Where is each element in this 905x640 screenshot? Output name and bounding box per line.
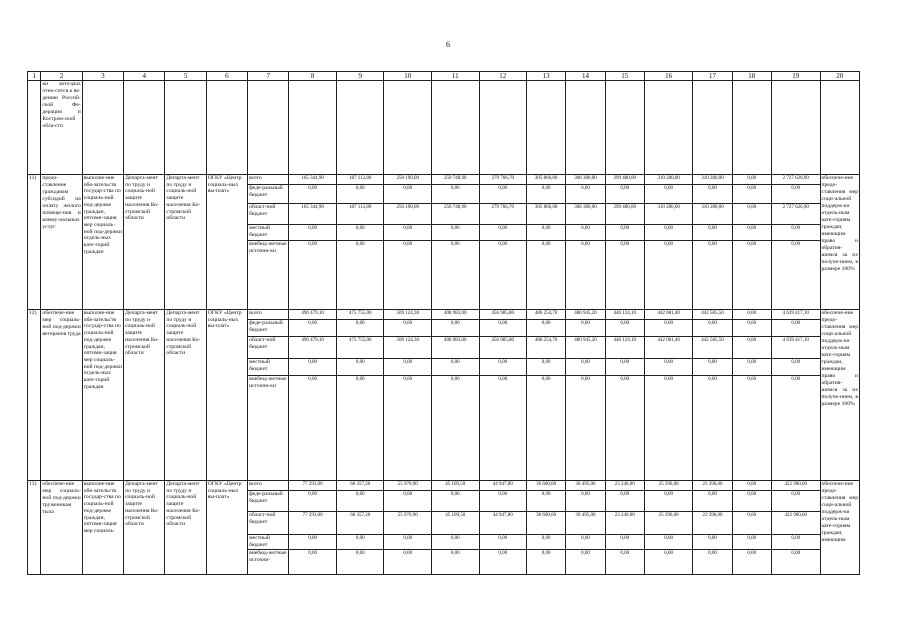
- amount-cell: 0,00: [605, 491, 644, 512]
- amount-cell: 422 900,60: [771, 512, 820, 535]
- amount-cell: 30 495,00: [566, 512, 605, 535]
- cont-cell-17: [693, 81, 732, 175]
- amount-cell: 187 112,80: [336, 175, 384, 185]
- amount-cell: 310 280,00: [693, 204, 732, 225]
- amount-cell: 0,00: [771, 185, 820, 204]
- header-cell: 20: [820, 72, 860, 81]
- amount-cell: 0,00: [431, 320, 479, 337]
- row-number: 12): [28, 310, 41, 481]
- header-cell: 3: [82, 72, 123, 81]
- amount-cell: 0,00: [771, 241, 820, 310]
- amount-cell: 0,00: [431, 491, 479, 512]
- amount-cell: 0,00: [289, 376, 337, 481]
- amount-cell: 446 124,10: [605, 310, 644, 320]
- expected-result: обеспече-ние предо-ставления мер соци-альной поддерж-ки отдель-ным кате-гориям граждан, имеющим: [820, 481, 860, 575]
- amount-cell: 308 380,00: [566, 175, 605, 185]
- amount-cell: 0,00: [384, 550, 432, 575]
- amount-cell: 310 280,00: [644, 204, 693, 225]
- amount-cell: 0,00: [644, 185, 693, 204]
- amount-cell: 30 495,00: [566, 481, 605, 491]
- amount-cell: 0,00: [732, 491, 771, 512]
- amount-cell: 0,00: [732, 204, 771, 225]
- funding-source-label: местный бюджет: [248, 225, 289, 241]
- header-cell: 8: [289, 72, 337, 81]
- amount-cell: 0,00: [693, 241, 732, 310]
- amount-cell: 0,00: [732, 320, 771, 337]
- amount-cell: 0,00: [384, 535, 432, 550]
- amount-cell: 23 396,00: [693, 481, 732, 491]
- amount-cell: 0,00: [527, 535, 566, 550]
- executor: Департа-мент по труду и социаль-ной защите населения Ко-стромской области: [165, 175, 206, 310]
- amount-cell: 0,00: [479, 241, 527, 310]
- funding-source-label: всего: [248, 310, 289, 320]
- amount-cell: 23 246,00: [605, 481, 644, 491]
- amount-cell: 0,00: [527, 550, 566, 575]
- cont-cell-8: [289, 81, 337, 175]
- measure-method: выполне-ние обя-зательств государ-ства по социаль-ной под-держке граждан, оптими-зация мер социаль-ной под-держки отдель-ных кате-горий граждан: [82, 310, 123, 481]
- amount-cell: 250 190,00: [384, 175, 432, 185]
- amount-cell: 0,00: [693, 550, 732, 575]
- amount-cell: 0,00: [693, 185, 732, 204]
- amount-cell: 0,00: [384, 225, 432, 241]
- amount-cell: 0,00: [479, 359, 527, 376]
- funding-source-label: област-ной бюджет: [248, 337, 289, 359]
- amount-cell: 480 945,20: [566, 337, 605, 359]
- amount-cell: 0,00: [732, 481, 771, 491]
- amount-cell: 4 639 417,10: [771, 310, 820, 320]
- amount-cell: 509 124,30: [384, 310, 432, 320]
- row-number: 13): [28, 481, 41, 575]
- amount-cell: 442 081,40: [644, 337, 693, 359]
- amount-cell: 456 985,80: [479, 337, 527, 359]
- amount-cell: 36 600,00: [527, 512, 566, 535]
- amount-cell: 0,00: [566, 376, 605, 481]
- measure-method: выполне-ние обя-зательств государ-ства по социаль-ной под-держке граждан, оптими-зация мер социаль-ной под-держки отдель-ных кате-горий граждан: [82, 175, 123, 310]
- amount-cell: 0,00: [431, 535, 479, 550]
- amount-cell: 165 344,90: [289, 204, 337, 225]
- amount-cell: 0,00: [384, 359, 432, 376]
- amount-cell: 0,00: [732, 550, 771, 575]
- amount-cell: 165 344,90: [289, 175, 337, 185]
- header-cell: 18: [732, 72, 771, 81]
- amount-cell: 0,00: [336, 359, 384, 376]
- page-number: 6: [446, 40, 450, 49]
- amount-cell: 0,00: [384, 320, 432, 337]
- amount-cell: 0,00: [289, 241, 337, 310]
- cont-cell-11: [431, 81, 479, 175]
- amount-cell: 490 479,10: [289, 310, 337, 320]
- amount-cell: 475 755,00: [336, 310, 384, 320]
- amount-cell: 0,00: [732, 185, 771, 204]
- funding-source-label: внебюд-жетные источни-ки: [248, 376, 289, 481]
- funding-source-label: местный бюджет: [248, 359, 289, 376]
- amount-cell: 0,00: [566, 225, 605, 241]
- measure-name: обеспече-ние мер социаль-ной под-держки труженикам тыла: [41, 481, 82, 575]
- amount-cell: 486 254,70: [527, 337, 566, 359]
- amount-cell: 0,00: [644, 359, 693, 376]
- amount-cell: 0,00: [336, 491, 384, 512]
- amount-cell: 0,00: [566, 535, 605, 550]
- amount-cell: 0,00: [732, 535, 771, 550]
- amount-cell: 490 479,10: [289, 337, 337, 359]
- amount-cell: 299 480,00: [605, 204, 644, 225]
- amount-cell: 0,00: [479, 550, 527, 575]
- amount-cell: 408 983,00: [431, 337, 479, 359]
- amount-cell: 0,00: [605, 376, 644, 481]
- cont-cell-15: [605, 81, 644, 175]
- header-cell: 9: [336, 72, 384, 81]
- cont-cell-14: [566, 81, 605, 175]
- amount-cell: 23 246,00: [605, 512, 644, 535]
- amount-cell: 250 190,00: [384, 204, 432, 225]
- amount-cell: 0,00: [644, 241, 693, 310]
- amount-cell: 0,00: [527, 376, 566, 481]
- amount-cell: 0,00: [771, 320, 820, 337]
- amount-cell: 0,00: [693, 320, 732, 337]
- amount-cell: 0,00: [732, 310, 771, 320]
- amount-cell: 0,00: [732, 376, 771, 481]
- amount-cell: 0,00: [336, 550, 384, 575]
- amount-cell: 0,00: [431, 376, 479, 481]
- funding-source-label: местный бюджет: [248, 535, 289, 550]
- amount-cell: 0,00: [566, 359, 605, 376]
- amount-cell: 442 585,50: [693, 310, 732, 320]
- amount-cell: 308 380,00: [566, 204, 605, 225]
- amount-cell: 0,00: [479, 491, 527, 512]
- responsible-department: Департа-мент по труду и социаль-ной защите населения Ко-стромской области: [124, 481, 165, 575]
- amount-cell: 187 112,80: [336, 204, 384, 225]
- amount-cell: 0,00: [336, 241, 384, 310]
- amount-cell: 2 727 626,90: [771, 204, 820, 225]
- amount-cell: 0,00: [289, 320, 337, 337]
- amount-cell: 0,00: [289, 535, 337, 550]
- amount-cell: 0,00: [566, 185, 605, 204]
- amount-cell: 422 900,60: [771, 481, 820, 491]
- amount-cell: 44 947,80: [479, 512, 527, 535]
- funding-source-label: феде-ральный бюджет: [248, 491, 289, 512]
- institution: ОГКУ «Центр социаль-ных вы-плат»: [206, 175, 247, 310]
- header-cell: 16: [644, 72, 693, 81]
- amount-cell: 0,00: [644, 320, 693, 337]
- header-cell: 10: [384, 72, 432, 81]
- responsible-department: Департа-мент по труду и социаль-ной защите населения Ко-стромской области: [124, 175, 165, 310]
- table-row: [28, 175, 860, 185]
- amount-cell: 0,00: [644, 225, 693, 241]
- amount-cell: 0,00: [693, 225, 732, 241]
- amount-cell: 0,00: [527, 320, 566, 337]
- amount-cell: 0,00: [693, 359, 732, 376]
- amount-cell: 44 947,80: [479, 481, 527, 491]
- amount-cell: 0,00: [605, 550, 644, 575]
- cont-cell-18: [732, 81, 771, 175]
- amount-cell: 23 396,00: [693, 512, 732, 535]
- amount-cell: 475 755,00: [336, 337, 384, 359]
- amount-cell: 486 254,70: [527, 310, 566, 320]
- amount-cell: 0,00: [732, 512, 771, 535]
- amount-cell: 0,00: [289, 185, 337, 204]
- amount-cell: 456 985,80: [479, 310, 527, 320]
- amount-cell: 250 748,90: [431, 175, 479, 185]
- amount-cell: 0,00: [384, 491, 432, 512]
- amount-cell: 0,00: [605, 359, 644, 376]
- amount-cell: 0,00: [566, 241, 605, 310]
- amount-cell: 0,00: [732, 225, 771, 241]
- cont-cell-12: [479, 81, 527, 175]
- amount-cell: 0,00: [644, 491, 693, 512]
- amount-cell: 0,00: [431, 185, 479, 204]
- funding-source-label: феде-ральный бюджет: [248, 185, 289, 204]
- table-row: [28, 310, 860, 320]
- amount-cell: 0,00: [693, 535, 732, 550]
- header-cell: 6: [206, 72, 247, 81]
- measure-name: обеспече-ние мер социаль-ной под-держки ветеранов труда: [41, 310, 82, 481]
- amount-cell: 0,00: [479, 320, 527, 337]
- cont-cell-20: [820, 81, 860, 175]
- amount-cell: 77 293,00: [289, 481, 337, 491]
- funding-source-label: всего: [248, 175, 289, 185]
- amount-cell: 0,00: [605, 225, 644, 241]
- amount-cell: 0,00: [479, 535, 527, 550]
- amount-cell: 0,00: [605, 185, 644, 204]
- amount-cell: 45 109,50: [431, 481, 479, 491]
- executor: Департа-мент по труду и социаль-ной защите населения Ко-стромской области: [165, 481, 206, 575]
- amount-cell: 0,00: [527, 185, 566, 204]
- funding-source-label: област-ной бюджет: [248, 204, 289, 225]
- measure-method: выполне-ние обя-зательств государ-ства по социаль-ной под-держке граждан, оптими-зация мер социаль-: [82, 481, 123, 575]
- cont-cell-5: [165, 81, 206, 175]
- header-cell: 12: [479, 72, 527, 81]
- amount-cell: 0,00: [289, 225, 337, 241]
- cont-cell-13: [527, 81, 566, 175]
- header-cell: 17: [693, 72, 732, 81]
- institution: ОГКУ «Центр социаль-ных вы-плат»: [206, 481, 247, 575]
- row-number: 11): [28, 175, 41, 310]
- amount-cell: 250 748,90: [431, 204, 479, 225]
- amount-cell: 0,00: [431, 359, 479, 376]
- amount-cell: 2 727 626,90: [771, 175, 820, 185]
- amount-cell: 0,00: [605, 241, 644, 310]
- header-cell: 13: [527, 72, 566, 81]
- amount-cell: 55 970,90: [384, 481, 432, 491]
- amount-cell: 408 983,00: [431, 310, 479, 320]
- cont-cell-16: [644, 81, 693, 175]
- amount-cell: 0,00: [566, 550, 605, 575]
- amount-cell: 509 124,30: [384, 337, 432, 359]
- cont-cell-6: [206, 81, 247, 175]
- amount-cell: 0,00: [644, 535, 693, 550]
- header-cell: 4: [124, 72, 165, 81]
- amount-cell: 442 585,50: [693, 337, 732, 359]
- cont-cell-3: [82, 81, 123, 175]
- amount-cell: 0,00: [644, 550, 693, 575]
- amount-cell: 0,00: [644, 376, 693, 481]
- amount-cell: 0,00: [732, 359, 771, 376]
- funding-source-label: внебюд-жетные источни-ки: [248, 241, 289, 310]
- amount-cell: 0,00: [732, 175, 771, 185]
- amount-cell: 77 293,00: [289, 512, 337, 535]
- amount-cell: 4 639 417,10: [771, 337, 820, 359]
- header-cell: 11: [431, 72, 479, 81]
- amount-cell: 25 396,00: [644, 481, 693, 491]
- amount-cell: 0,00: [336, 185, 384, 204]
- amount-cell: 0,00: [771, 550, 820, 575]
- header-cell: 7: [248, 72, 289, 81]
- amount-cell: 0,00: [771, 225, 820, 241]
- amount-cell: 0,00: [527, 225, 566, 241]
- expected-result: обеспече-ние предо-ставления мер соци-альной поддерж-ки отдель-ным кате-гориям граждан, имеющим право и обратив-шимся за их получе-нием, в размере 100%: [820, 175, 860, 310]
- cont-cell-9: [336, 81, 384, 175]
- amount-cell: 0,00: [771, 359, 820, 376]
- amount-cell: 299 480,00: [605, 175, 644, 185]
- amount-cell: 0,00: [527, 359, 566, 376]
- amount-cell: 0,00: [693, 491, 732, 512]
- amount-cell: 0,00: [384, 185, 432, 204]
- header-cell: 14: [566, 72, 605, 81]
- header-row: [28, 72, 860, 81]
- header-cell: 5: [165, 72, 206, 81]
- amount-cell: 0,00: [566, 491, 605, 512]
- institution: ОГКУ «Центр социаль-ных вы-плат»: [206, 310, 247, 481]
- funding-source-label: внебюд-жетные источни-: [248, 550, 289, 575]
- amount-cell: 0,00: [336, 376, 384, 481]
- amount-cell: 480 945,20: [566, 310, 605, 320]
- amount-cell: 0,00: [431, 225, 479, 241]
- executor: Департа-мент по труду и социаль-ной защите населения Ко-стромской области: [165, 310, 206, 481]
- amount-cell: 442 081,40: [644, 310, 693, 320]
- header-cell: 19: [771, 72, 820, 81]
- amount-cell: 55 970,90: [384, 512, 432, 535]
- program-table: [27, 71, 860, 575]
- amount-cell: 0,00: [336, 225, 384, 241]
- amount-cell: 310 280,00: [644, 175, 693, 185]
- amount-cell: 0,00: [384, 241, 432, 310]
- amount-cell: 0,00: [771, 535, 820, 550]
- amount-cell: 0,00: [289, 491, 337, 512]
- amount-cell: 0,00: [527, 491, 566, 512]
- amount-cell: 305 866,00: [527, 204, 566, 225]
- funding-source-label: област-ной бюджет: [248, 512, 289, 535]
- amount-cell: 0,00: [479, 185, 527, 204]
- header-cell: 15: [605, 72, 644, 81]
- amount-cell: 0,00: [732, 241, 771, 310]
- amount-cell: 0,00: [566, 320, 605, 337]
- amount-cell: 60 357,20: [336, 512, 384, 535]
- cont-cell-10: [384, 81, 432, 175]
- cont-cell-7: [248, 81, 289, 175]
- amount-cell: 279 766,70: [479, 175, 527, 185]
- amount-cell: 446 124,10: [605, 337, 644, 359]
- amount-cell: 0,00: [771, 376, 820, 481]
- amount-cell: 0,00: [732, 337, 771, 359]
- cont-cell-19: [771, 81, 820, 175]
- measure-name: предо-ставление гражданам субсидий на оплату жилого помеще-ния и комму-нальных услуг: [41, 175, 82, 310]
- cont-cell-4: [124, 81, 165, 175]
- amount-cell: 0,00: [289, 550, 337, 575]
- continuation-row: [28, 81, 860, 175]
- funding-source-label: всего: [248, 481, 289, 491]
- header-cell: 1: [28, 72, 41, 81]
- amount-cell: 0,00: [693, 376, 732, 481]
- amount-cell: 0,00: [289, 359, 337, 376]
- amount-cell: 0,00: [431, 550, 479, 575]
- cont-cell-1: [28, 81, 41, 175]
- amount-cell: 310 280,00: [693, 175, 732, 185]
- amount-cell: 0,00: [431, 241, 479, 310]
- amount-cell: 305 866,00: [527, 175, 566, 185]
- amount-cell: 0,00: [527, 241, 566, 310]
- amount-cell: 0,00: [605, 535, 644, 550]
- amount-cell: 36 600,00: [527, 481, 566, 491]
- amount-cell: 45 109,50: [431, 512, 479, 535]
- header-cell: 2: [41, 72, 82, 81]
- amount-cell: 279 766,70: [479, 204, 527, 225]
- table-body: [28, 72, 860, 575]
- expected-result: обеспече-ние предо-ставления мер соци-альной поддерж-ки отдель-ным кате-гориям граждан, имеющим право и обратив-шимся за их получе-нием, в размере 100%: [820, 310, 860, 481]
- amount-cell: 0,00: [336, 535, 384, 550]
- amount-cell: 0,00: [479, 225, 527, 241]
- funding-source-label: феде-ральный бюджет: [248, 320, 289, 337]
- amount-cell: 60 357,20: [336, 481, 384, 491]
- amount-cell: 0,00: [384, 376, 432, 481]
- responsible-department: Департа-мент по труду и социаль-ной защите населения Ко-стромской области: [124, 310, 165, 481]
- amount-cell: 25 396,00: [644, 512, 693, 535]
- amount-cell: 0,00: [771, 491, 820, 512]
- amount-cell: 0,00: [605, 320, 644, 337]
- table-row: [28, 481, 860, 491]
- cont-name-cell: ки кото-рых отно-сится к ве-дению Россий-ской Фе-дерации и Костром-ской обла-сти: [41, 81, 82, 175]
- amount-cell: 0,00: [336, 320, 384, 337]
- amount-cell: 0,00: [479, 376, 527, 481]
